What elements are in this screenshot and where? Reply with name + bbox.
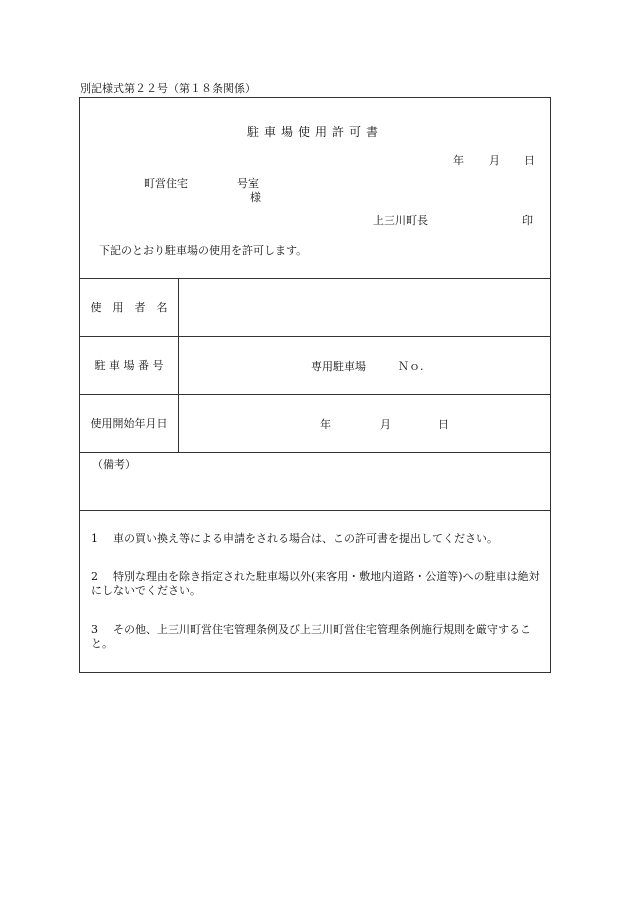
user-name-row bbox=[80, 278, 550, 337]
permission-statement: 下記のとおり駐車場の使用を許可します。 bbox=[99, 244, 308, 257]
user-name-label: 使 用 者 名 bbox=[80, 278, 179, 336]
note-item: 3 その他、上三川町営住宅管理条例及び上三川町営住宅管理条例施行規則を厳守すること。 bbox=[91, 623, 531, 650]
housing-label: 町営住宅 bbox=[144, 177, 188, 190]
date-day-label: 日 bbox=[524, 154, 535, 167]
start-date-value bbox=[179, 394, 550, 452]
room-label: 号室 bbox=[237, 177, 259, 190]
remarks-row bbox=[80, 452, 550, 511]
remarks-label: （備考） bbox=[92, 458, 136, 471]
seal-mark: 印 bbox=[522, 214, 533, 227]
form-number-caption: 別記様式第２２号（第１８条関係） bbox=[80, 82, 256, 95]
document-title: 駐車場使用許可書 bbox=[246, 125, 383, 139]
note-item: 2 特別な理由を除き指定された駐車場以外(来客用・敷地内道路・公道等)への駐車は絶対にしないでください。 bbox=[91, 570, 540, 597]
issuer-name: 上三川町長 bbox=[373, 214, 428, 227]
start-day-label: 日 bbox=[438, 418, 449, 431]
start-date-row bbox=[80, 394, 550, 453]
parking-type: 専用駐車場 bbox=[311, 360, 366, 373]
permit-header-section bbox=[80, 98, 550, 279]
date-year-label: 年 bbox=[453, 154, 464, 167]
start-month-label: 月 bbox=[380, 418, 391, 431]
note-item: 1 車の買い換え等による申請をされる場合は、この許可書を提出してください。 bbox=[91, 532, 498, 545]
parking-permit-form bbox=[79, 97, 551, 673]
start-date-label: 使用開始年月日 bbox=[80, 394, 179, 452]
parking-number-value bbox=[179, 336, 550, 394]
parking-no-label: Ｎｏ. bbox=[398, 360, 424, 373]
parking-number-label: 駐 車 場 番 号 bbox=[80, 336, 179, 394]
parking-number-row bbox=[80, 336, 550, 395]
honorific-label: 様 bbox=[250, 191, 261, 204]
user-name-value bbox=[179, 278, 550, 336]
start-year-label: 年 bbox=[320, 418, 331, 431]
date-month-label: 月 bbox=[489, 154, 500, 167]
